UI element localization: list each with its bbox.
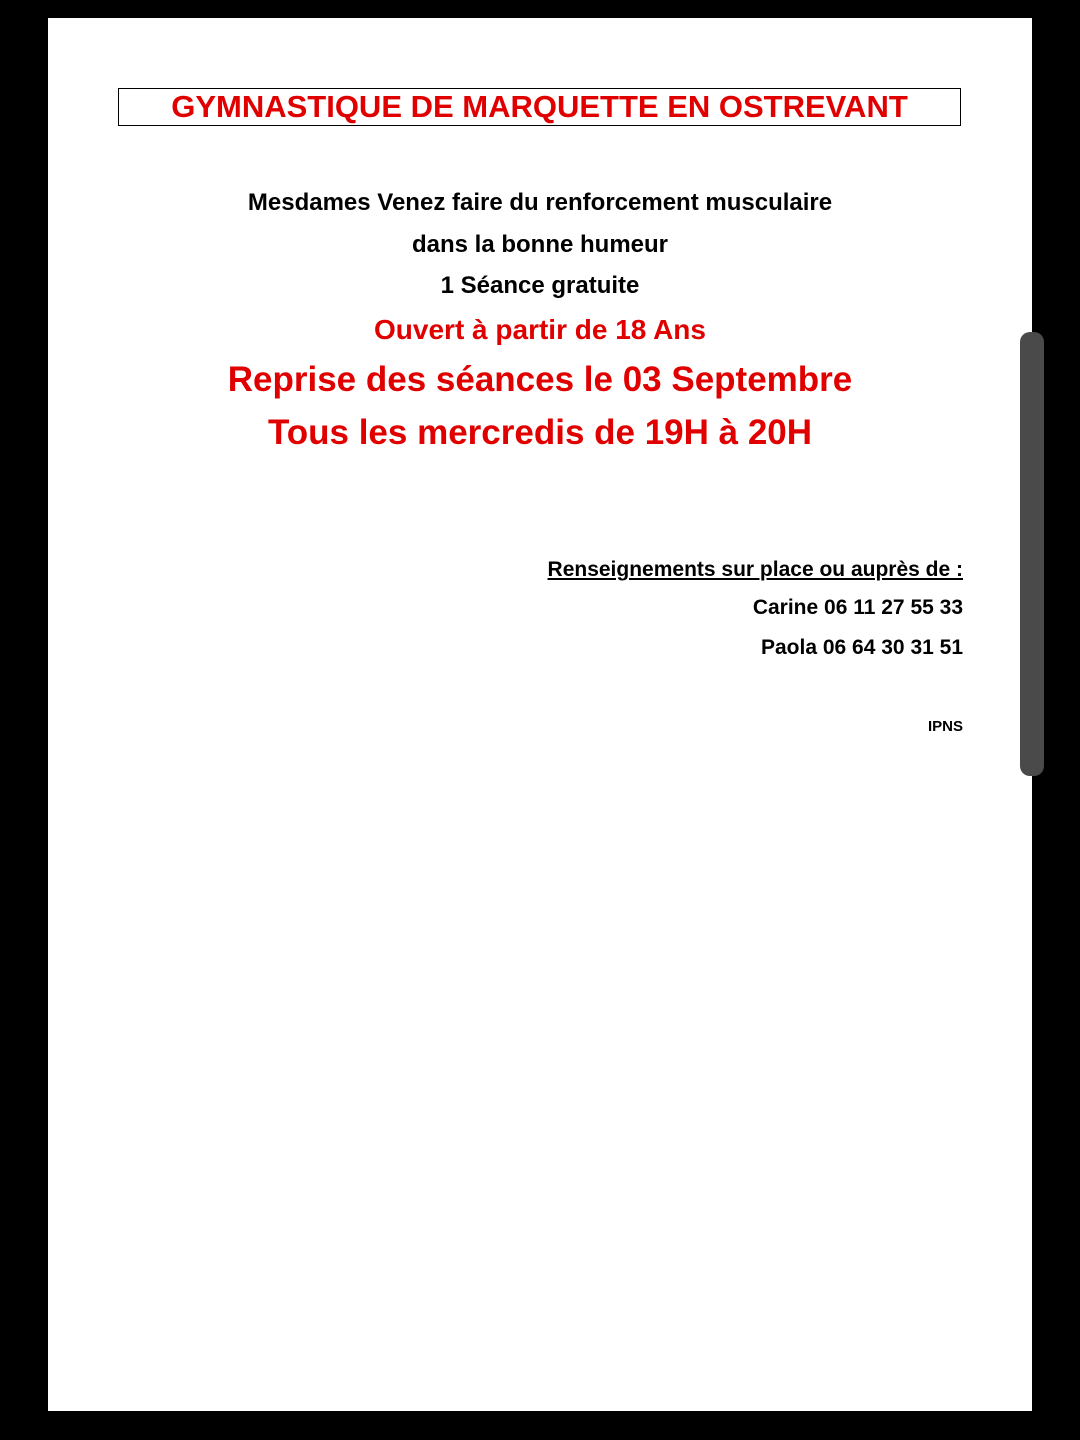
vertical-scrollbar[interactable] bbox=[1020, 332, 1044, 776]
free-session-line: 1 Séance gratuite bbox=[440, 272, 640, 299]
schedule-line: Tous les mercredis de 19H à 20H bbox=[267, 413, 813, 452]
ipns-note: IPNS bbox=[927, 718, 963, 735]
age-requirement-line: Ouvert à partir de 18 Ans bbox=[374, 314, 706, 345]
intro-line-2: dans la bonne humeur bbox=[411, 231, 669, 258]
contact-carine: Carine 06 11 27 55 33 bbox=[752, 596, 963, 619]
page-title: GYMNASTIQUE DE MARQUETTE EN OSTREVANT bbox=[118, 88, 961, 126]
info-heading: Renseignements sur place ou auprès de : bbox=[547, 558, 963, 581]
restart-date-line: Reprise des séances le 03 Septembre bbox=[227, 360, 853, 399]
document-page bbox=[48, 18, 1032, 1411]
intro-line-1: Mesdames Venez faire du renforcement musculaire bbox=[247, 189, 833, 216]
contact-paola: Paola 06 64 30 31 51 bbox=[761, 636, 963, 659]
